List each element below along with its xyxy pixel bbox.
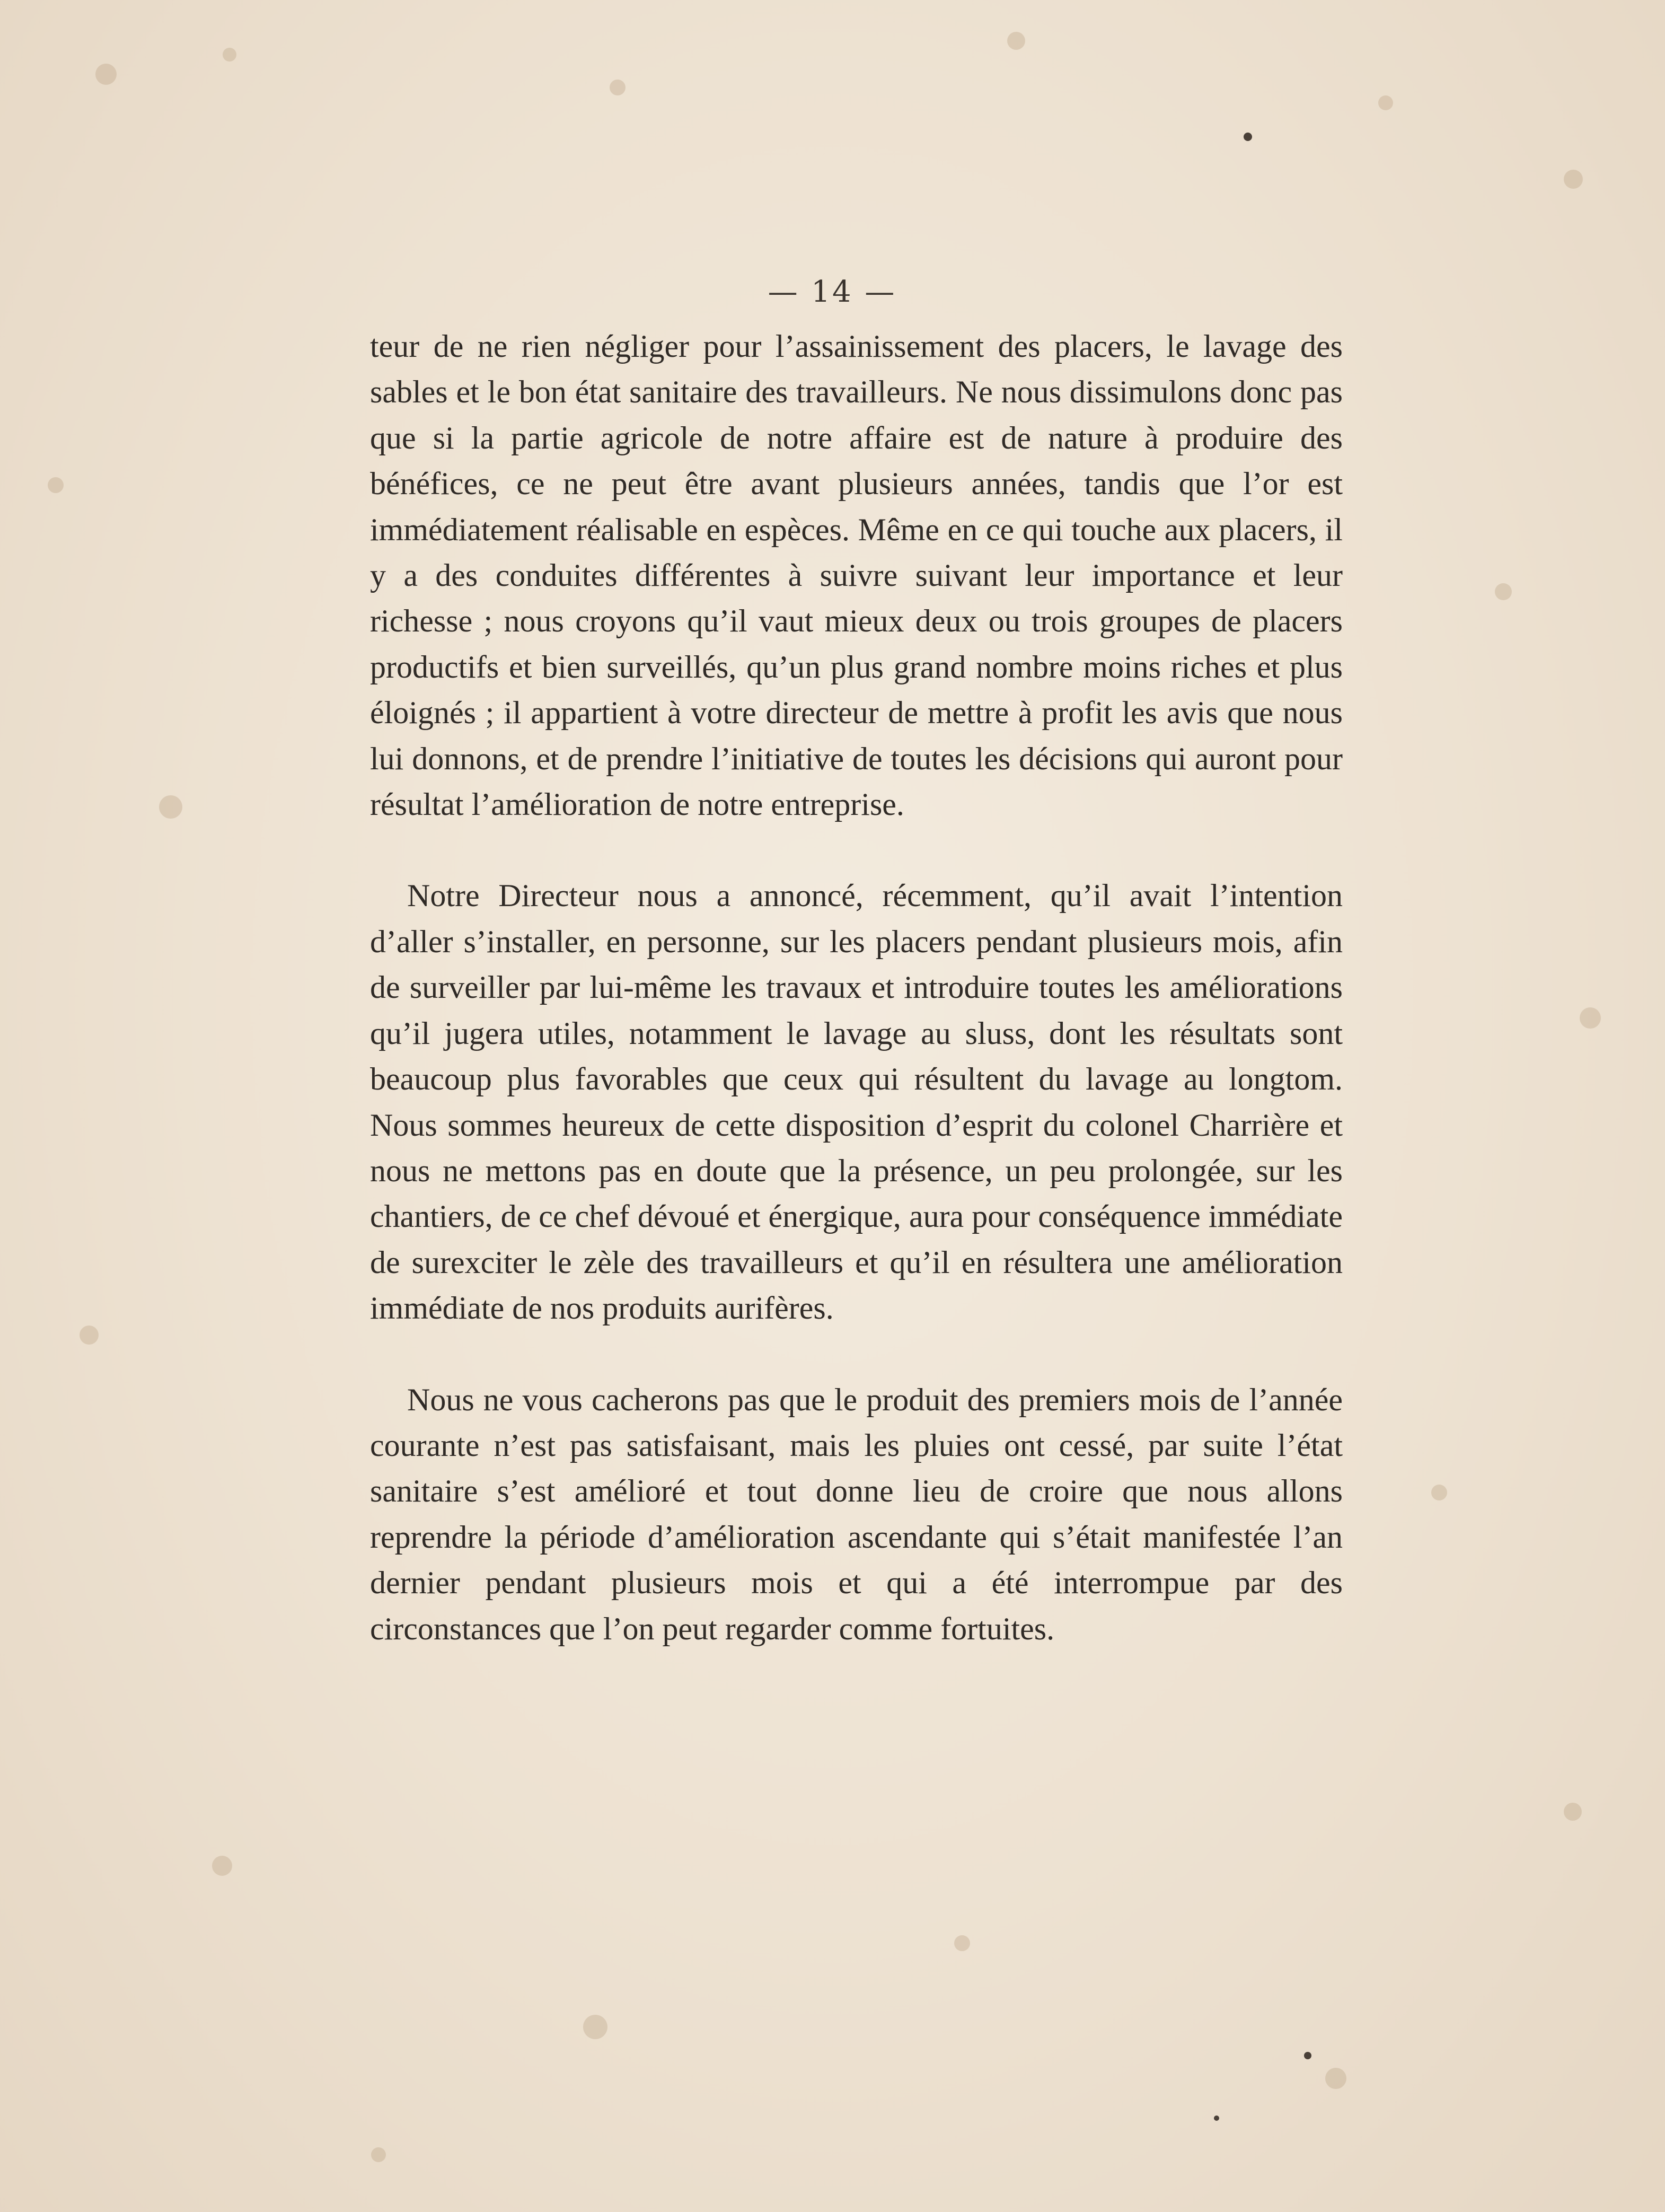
paper-spot <box>159 795 182 819</box>
ink-speck <box>1214 2116 1219 2121</box>
paper-spot <box>80 1326 99 1345</box>
paper-spot <box>1431 1485 1447 1500</box>
paper-spot <box>223 48 236 62</box>
paper-spot <box>48 477 64 493</box>
paragraph: teur de ne rien négliger pour l’assainissement des placers, le lavage des sables et le bon état sanitaire des travailleurs. Ne nous dissimulons donc pas que si la partie agricole de notre affaire est de nature à produire des bénéfices, ce ne peut être avant plusieurs années, tandis que l’or est immédiatement réalisable en espèces. Même en ce qui touche aux placers, il y a des conduites différentes à suivre suivant leur importance et leur richesse ; nous croyons qu’il vaut mieux deux ou trois groupes de placers productifs et bien surveillés, qu’un plus grand nombre moins riches et plus éloignés ; il appartient à votre directeur de mettre à profit les avis que nous lui donnons, et de prendre l’initiative de toutes les décisions qui auront pour résultat l’amélioration de notre entreprise. <box>370 329 1343 822</box>
page-number: — 14 — <box>768 275 897 309</box>
paper-spot <box>1378 95 1393 110</box>
ink-speck <box>1244 133 1252 141</box>
paper-spot <box>371 2147 386 2162</box>
ink-speck <box>1304 2052 1311 2059</box>
paper-spot <box>1007 32 1025 50</box>
paper-spot <box>1564 1803 1582 1821</box>
paper-spot <box>212 1856 232 1876</box>
paper-spot <box>954 1935 970 1951</box>
paragraph: Nous ne vous cacherons pas que le produit des premiers mois de l’année courante n’est pas satisfaisant, mais les pluies ont cessé, par suite l’état sanitaire s’est amélioré et tout donne lieu de croire que nous allons reprendre la période d’amélioration ascendante qui s’était manifestée l’an dernier pendant plusieurs mois et qui a été interrompue par des circonstances que l’on peut regarder comme fortuites. <box>370 1382 1343 1646</box>
paper-spot <box>1580 1007 1601 1029</box>
paragraph: Notre Directeur nous a annoncé, récemment, qu’il avait l’intention d’aller s’installer, en personne, sur les placers pendant plusieurs mois, afin de surveiller par lui-même les travaux et introduire toutes les améliorations qu’il jugera utiles, notamment le lavage au sluss, dont les résultats sont beaucoup plus favorables que ceux qui résultent du lavage au longtom. Nous sommes heureux de cette disposition d’esprit du colonel Charrière et nous ne mettons pas en doute que la présence, un peu prolongée, sur les chantiers, de ce chef dévoué et énergique, aura pour conséquence immédiate de surexciter le zèle des travailleurs et qu’il en résultera une amélioration immédiate de nos produits aurifères. <box>370 878 1343 1326</box>
body-text <box>370 323 1343 1652</box>
paper-spot <box>583 2015 607 2039</box>
paper-spot <box>1325 2068 1346 2089</box>
paper-spot <box>95 64 117 85</box>
paper-spot <box>1564 170 1583 189</box>
paper-spot <box>1495 583 1512 600</box>
paper-spot <box>610 80 626 95</box>
